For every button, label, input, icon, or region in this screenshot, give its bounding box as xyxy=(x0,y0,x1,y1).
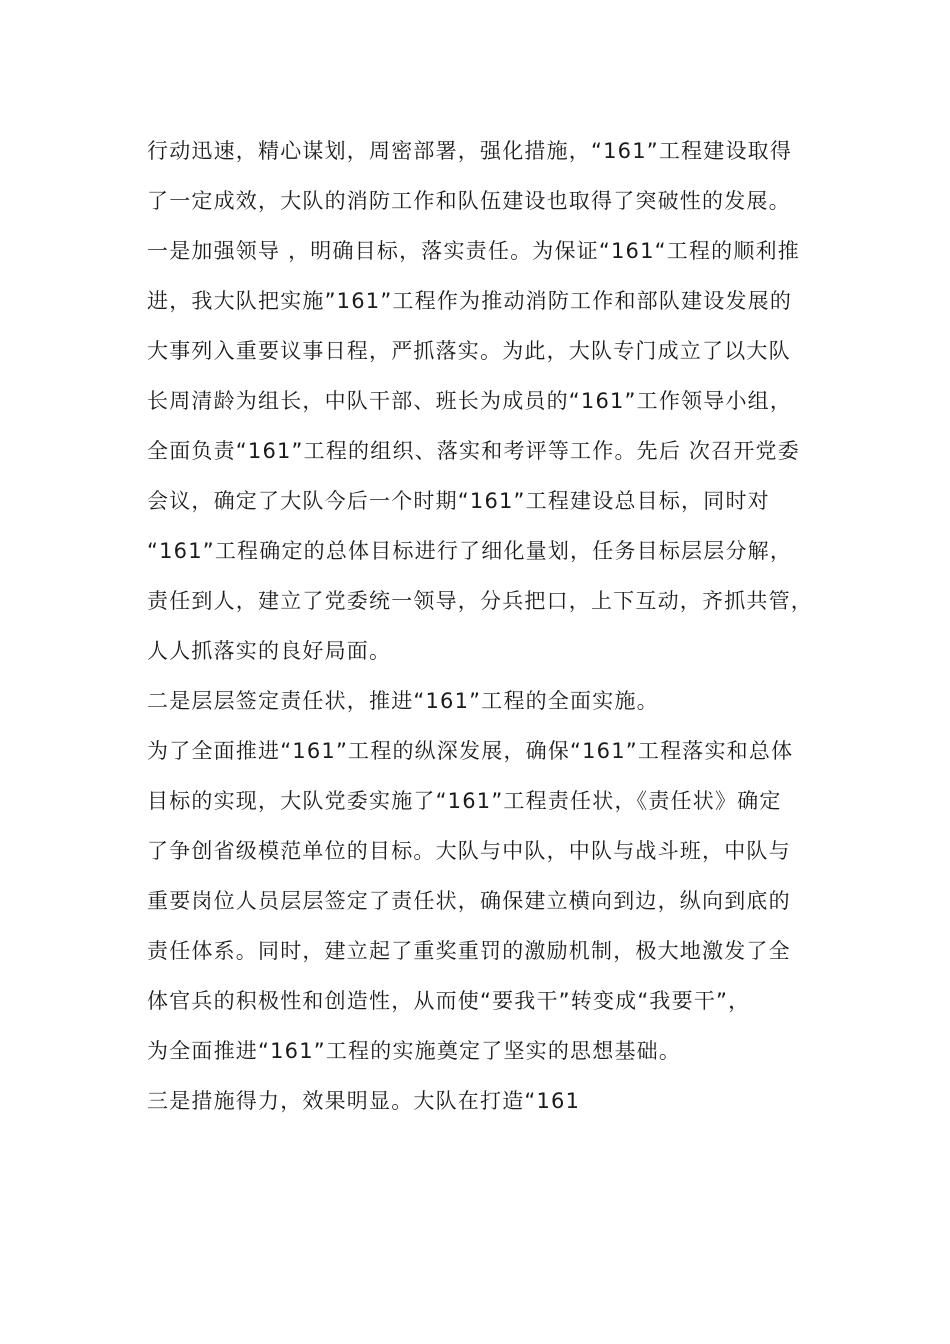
text-line: 责任到人，建立了党委统一领导，分兵把口，上下互动，齐抓共管， xyxy=(147,589,813,613)
text-line: 大事列入重要议事日程，严抓落实。为此，大队专门成立了以大队 xyxy=(147,339,791,363)
text-line: 为了全面推进“161”工程的纵深发展，确保“161”工程落实和总体 xyxy=(147,739,794,763)
text-line: 了争创省级模范单位的目标。大队与中队，中队与战斗班，中队与 xyxy=(147,839,791,863)
text-line: 会议，确定了大队今后一个时期“161”工程建设总目标，同时对 xyxy=(147,489,770,513)
text-line: 一是加强领导 ，明确目标，落实责任。为保证“161“工程的顺利推 xyxy=(147,239,800,263)
text-line: “161”工程确定的总体目标进行了细化量划，任务目标层层分解， xyxy=(147,539,793,563)
text-line: 目标的实现，大队党委实施了“161”工程责任状，《责任状》确定 xyxy=(147,789,782,813)
text-line: 二是层层签定责任状，推进“161”工程的全面实施。 xyxy=(147,689,659,713)
text-line: 长周清龄为组长，中队干部、班长为成员的“161”工作领导小组， xyxy=(147,389,793,413)
text-line: 人人抓落实的良好局面。 xyxy=(147,639,392,663)
text-line: 体官兵的积极性和创造性，从而使“要我干”转变成“我要干”， xyxy=(147,989,751,1013)
text-line: 进，我大队把实施”161”工程作为推动消防工作和部队建设发展的 xyxy=(147,289,793,313)
text-line: 行动迅速，精心谋划，周密部署，强化措施，“161”工程建设取得 xyxy=(147,139,793,163)
text-line: 重要岗位人员层层签定了责任状，确保建立横向到边，纵向到底的 xyxy=(147,889,791,913)
text-line: 全面负责“161”工程的组织、落实和考评等工作。先后 次召开党委 xyxy=(147,439,800,463)
text-line: 三是措施得力，效果明显。大队在打造“161 xyxy=(147,1089,581,1113)
body-text xyxy=(147,126,827,1126)
text-line: 了一定成效，大队的消防工作和队伍建设也取得了突破性的发展。 xyxy=(147,189,791,213)
text-line: 为全面推进“161”工程的实施奠定了坚实的思想基础。 xyxy=(147,1039,682,1063)
text-line: 责任体系。同时，建立起了重奖重罚的激励机制，极大地激发了全 xyxy=(147,939,791,963)
